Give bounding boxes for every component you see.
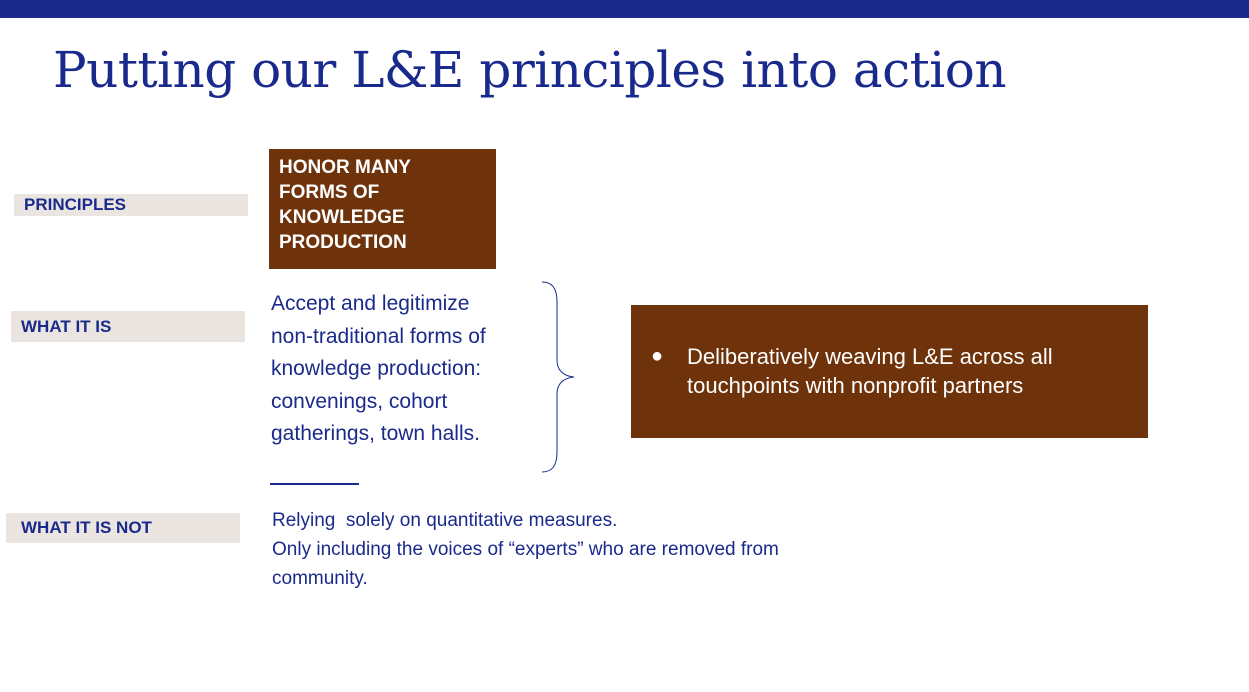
principle-line: KNOWLEDGE (279, 207, 405, 228)
curly-brace-icon (538, 280, 578, 474)
what-it-is-line: Accept and legitimize (271, 292, 470, 315)
row-label-what-it-is (11, 311, 245, 342)
what-it-is-line: convenings, cohort (271, 389, 448, 413)
principle-box (269, 149, 496, 269)
principle-line: PRODUCTION (279, 232, 407, 253)
divider-line (270, 483, 359, 485)
what-it-is-line: knowledge production: (271, 357, 482, 380)
row-label-what-it-is-not-text: WHAT IT IS NOT (21, 518, 152, 537)
principle-line: FORMS OF (279, 182, 380, 203)
action-line: touchpoints with nonprofit partners (687, 373, 1024, 398)
slide-title: Putting our L&E principles into action (53, 41, 1007, 99)
bullet-dot-icon: ● (651, 345, 664, 367)
row-label-principles (14, 194, 248, 216)
row-label-what-it-is-not (6, 513, 240, 543)
what-it-is-not-line: Relying solely on quantitative measures. (272, 510, 618, 531)
what-it-is-line: gatherings, town halls. (271, 422, 480, 445)
row-label-principles-text: PRINCIPLES (24, 195, 127, 214)
action-box (631, 305, 1148, 438)
action-bullet-item (651, 342, 1128, 400)
what-it-is-text (271, 288, 541, 451)
what-it-is-line: non-traditional forms of (271, 324, 486, 348)
action-line: Deliberatively weaving L&E across all (687, 344, 1053, 369)
principle-line: HONOR MANY (279, 157, 411, 178)
row-label-what-it-is-text: WHAT IT IS (21, 316, 112, 336)
what-it-is-not-line: Only including the voices of “experts” who are removed from (272, 539, 779, 560)
top-accent-bar (0, 0, 1249, 18)
what-it-is-not-line: community. (272, 568, 368, 589)
action-text (687, 342, 1053, 400)
what-it-is-not-text (272, 506, 872, 593)
